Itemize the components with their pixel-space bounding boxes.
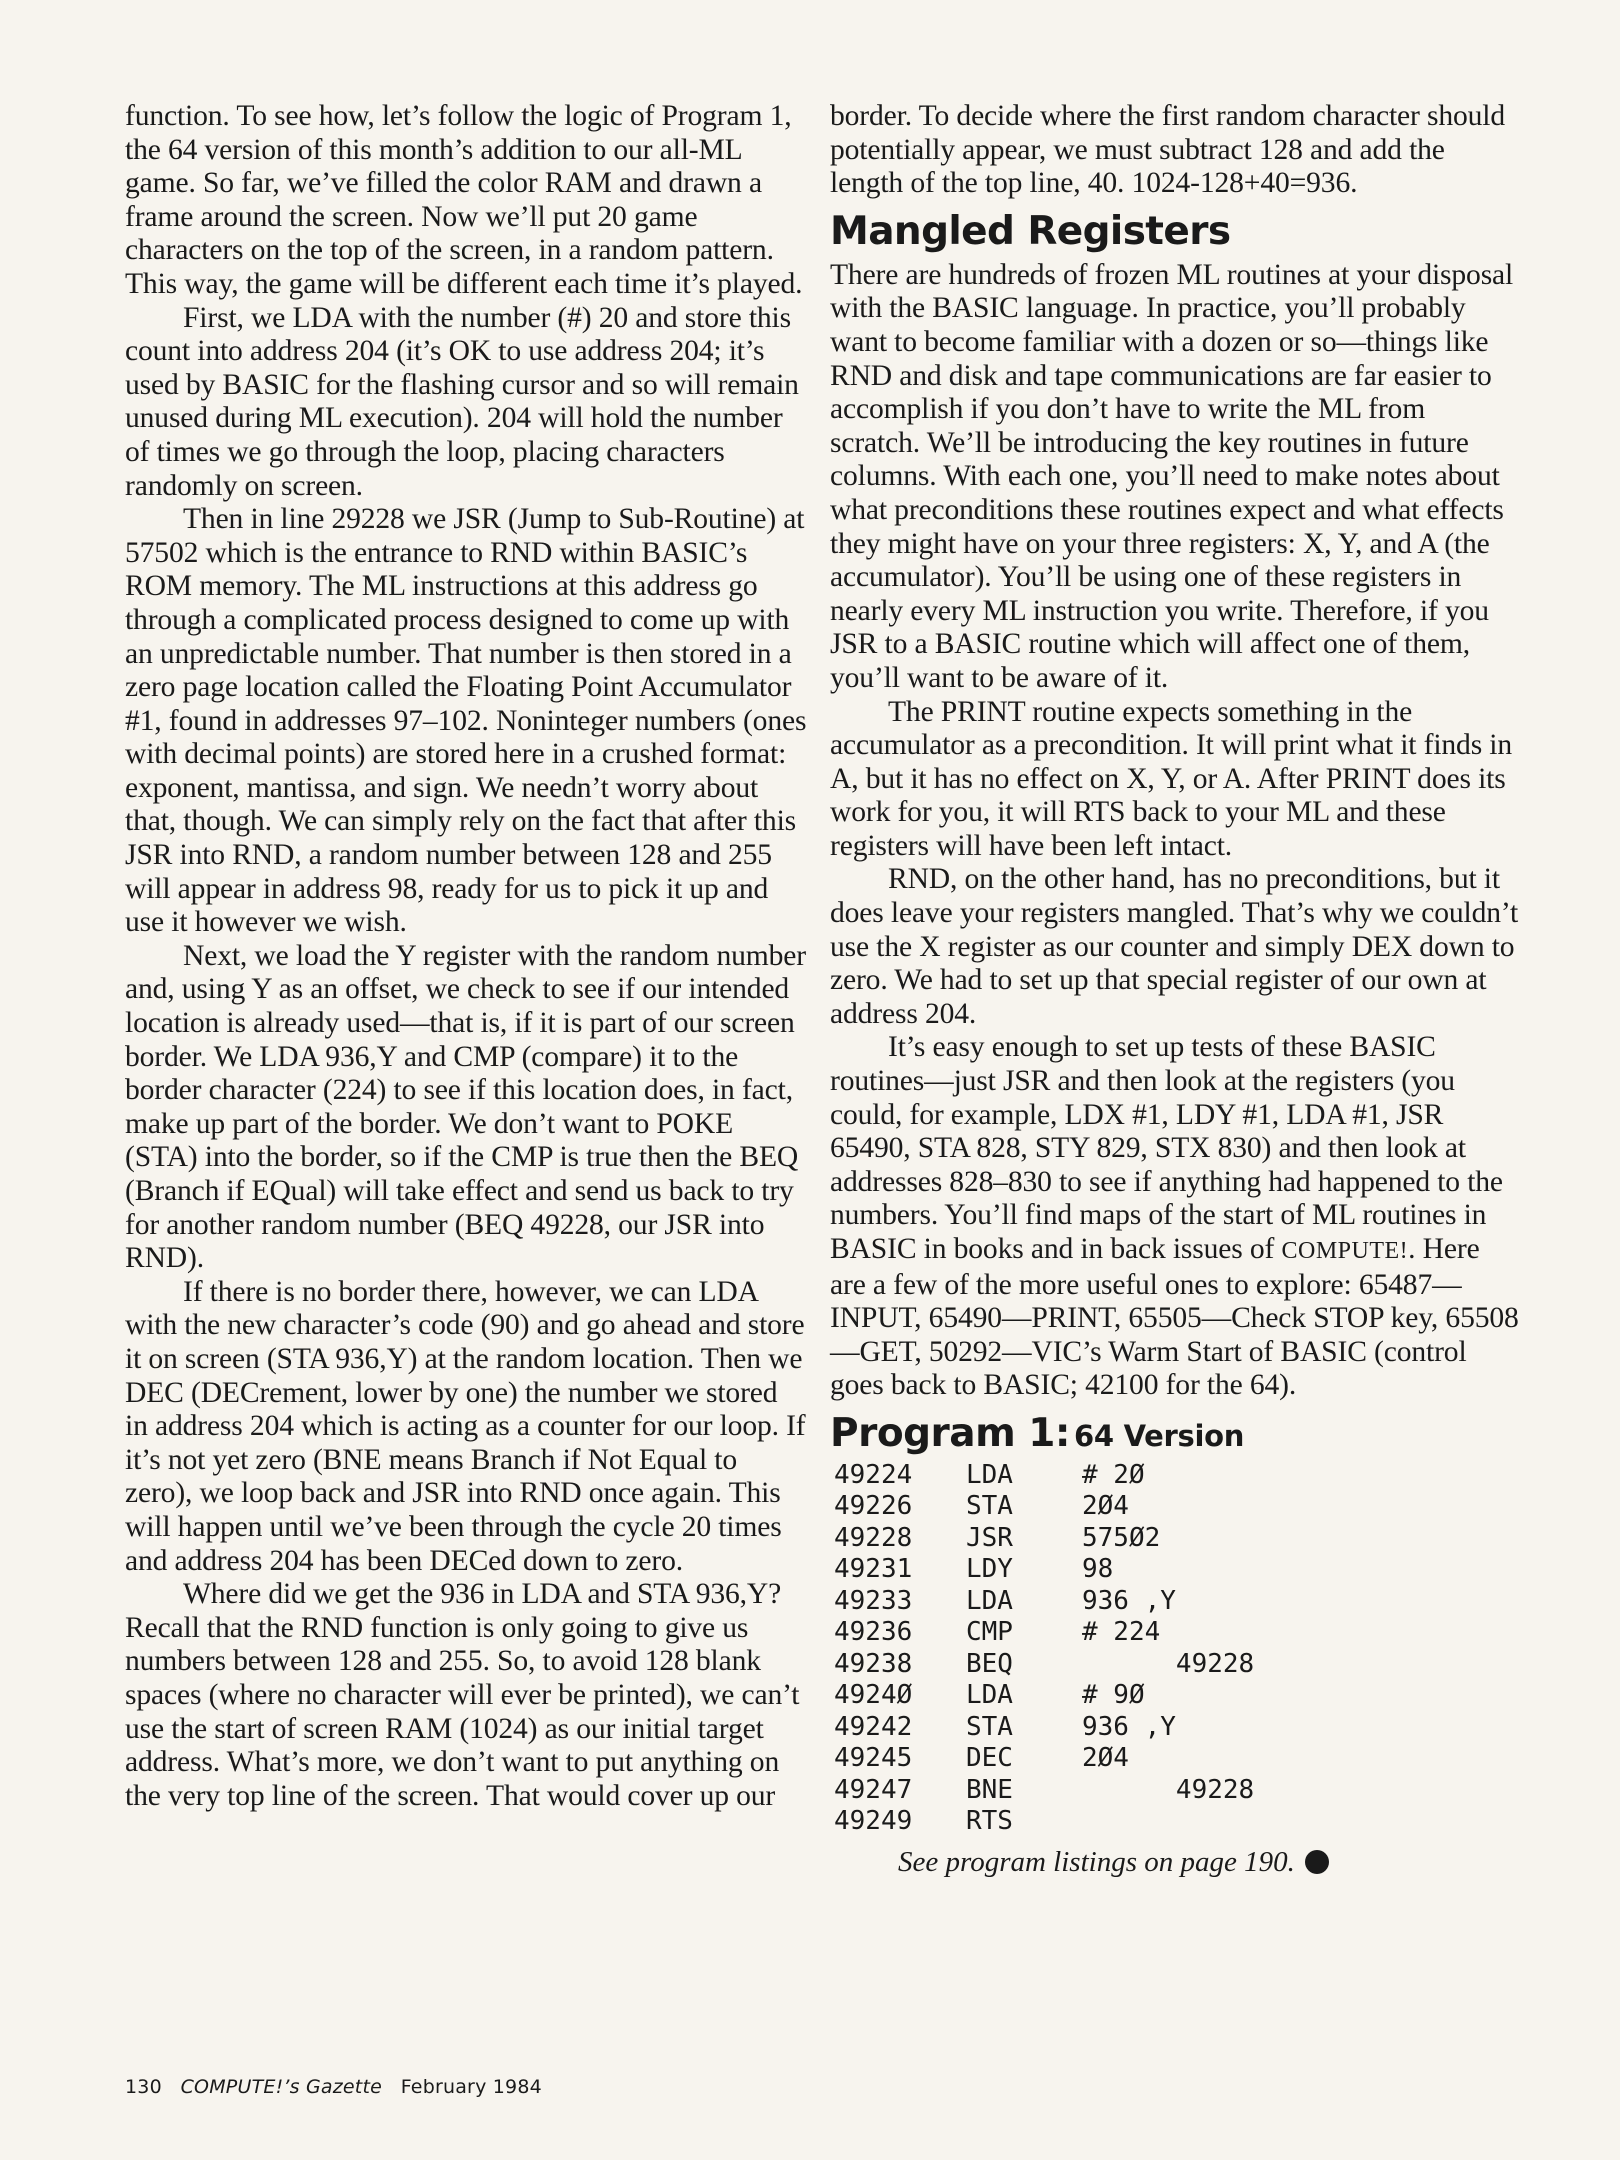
- listing-line: [834, 1806, 1520, 1838]
- paragraph: The PRINT routine expects something in the accumulator as a precondition. It will print what it finds in A, but it has no effect on X, Y, or A. After PRINT does its work for you, it will RTS back to your ML and these registers will have been left intact.: [830, 695, 1513, 862]
- listing-address: 49245: [834, 1743, 913, 1774]
- listing-opcode: BEQ: [966, 1648, 1013, 1679]
- listing-line: [834, 1460, 1520, 1492]
- right-column: [830, 100, 1520, 1879]
- listing-address: 49233: [834, 1585, 913, 1616]
- listing-opcode: LDA: [966, 1585, 1013, 1616]
- page-number: 130: [125, 2076, 162, 2098]
- listing-address: 49231: [834, 1554, 913, 1585]
- listing-address: 4924Ø: [834, 1680, 913, 1711]
- left-column: [125, 100, 807, 1813]
- listing-line: [834, 1554, 1520, 1586]
- listing-line: [834, 1586, 1520, 1618]
- listing-opcode: LDY: [966, 1554, 1013, 1585]
- listing-operand: 2Ø4: [1082, 1491, 1129, 1522]
- listing-operand: # 224: [1082, 1617, 1161, 1648]
- listing-address: 49249: [834, 1806, 913, 1837]
- listing-line: [834, 1712, 1520, 1744]
- listing-opcode: BNE: [966, 1774, 1013, 1805]
- listing-operand: 49228: [1082, 1774, 1255, 1805]
- section-heading: Mangled Registers: [830, 208, 1231, 254]
- listing-address: 49247: [834, 1774, 913, 1805]
- magazine-name: COMPUTE!: [1281, 1238, 1409, 1264]
- listing-address: 49238: [834, 1648, 913, 1679]
- issue-date: February 1984: [400, 2076, 542, 2098]
- listing-operand: 2Ø4: [1082, 1743, 1129, 1774]
- listing-line: [834, 1617, 1520, 1649]
- listing-operand: # 2Ø: [1082, 1459, 1145, 1490]
- page-footer: [125, 2076, 542, 2098]
- program-note: [830, 1846, 1520, 1879]
- paragraph-text: It’s easy enough to set up tests of these BASIC routines—just JSR and then look at the registers (you could, for example, LDX #1, LDY #1, LDA #1, JSR 65490, STA 828, STY 829, STX 830) and then look at addresses 828–830 to see if anything had happened to the numbers. You’ll find maps of the start of ML routines in BASIC in books and in back issues of: [830, 1031, 1503, 1265]
- paragraph-intro: border. To decide where the first random character should potentially appear, we must subtract 128 and add the length of the top line, 40. 1024-128+40=936.: [830, 100, 1505, 200]
- listing-opcode: STA: [966, 1491, 1013, 1522]
- end-of-article-icon: [1305, 1850, 1329, 1874]
- paragraph: Then in line 29228 we JSR (Jump to Sub-Routine) at 57502 which is the entrance to RND within BASIC’s ROM memory. The ML instructions at this address go through a complicated process designed to come up with an unpredictable number. That number is then stored in a zero page location called the Floating Point Accumulator #1, found in addresses 97–102. Noninteger numbers (ones with decimal points) are stored here in a crushed format: exponent, mantissa, and sign. We needn’t worry about that, though. We can simply rely on the fact that after this JSR into RND, a random number between 128 and 255 will appear in address 98, ready for us to pick it up and use it however we wish.: [125, 503, 807, 939]
- listing-operand: 575Ø2: [1082, 1522, 1161, 1553]
- listing-line: [834, 1775, 1520, 1807]
- paragraph: Where did we get the 936 in LDA and STA 936,Y? Recall that the RND function is only going to give us numbers between 128 and 255. So, to avoid 128 blank spaces (where no character will ever be printed), we can’t use the start of screen RAM (1024) as our initial target address. What’s more, we don’t want to put anything on the very top line of the screen. That would cover up our: [125, 1578, 800, 1812]
- listing-opcode: CMP: [966, 1617, 1013, 1648]
- paragraph: RND, on the other hand, has no preconditions, but it does leave your registers mangled. That’s why we couldn’t use the X register as our counter and simply DEX down to zero. We had to set up that special register of our own at address 204.: [830, 863, 1519, 1030]
- paragraph: Next, we load the Y register with the random number and, using Y as an offset, we check to see if our intended location is already used—that is, if it is part of our screen border. We LDA 936,Y and CMP (compare) it to the border character (224) to see if this location does, in fact, make up part of the border. We don’t want to POKE (STA) into the border, so if the CMP is true then the BEQ (Branch if EQual) will take effect and send us back to try for another random number (BEQ 49228, our JSR into RND).: [125, 939, 806, 1275]
- listing-address: 49228: [834, 1522, 913, 1553]
- listing-operand: # 9Ø: [1082, 1680, 1145, 1711]
- listing-operand: 936 ,Y: [1082, 1711, 1176, 1742]
- listing-address: 49224: [834, 1459, 913, 1490]
- program-subtitle: 64 Version: [1074, 1418, 1245, 1453]
- listing-line: [834, 1649, 1520, 1681]
- listing-address: 49226: [834, 1491, 913, 1522]
- listing-opcode: LDA: [966, 1459, 1013, 1490]
- paragraph-routines: [830, 1031, 1520, 1403]
- listing-line: [834, 1743, 1520, 1775]
- listing-address: 49242: [834, 1711, 913, 1742]
- listing-opcode: DEC: [966, 1743, 1013, 1774]
- paragraph: function. To see how, let’s follow the logic of Program 1, the 64 version of this month’s addition to our all-ML game. So far, we’ve filled the color RAM and drawn a frame around the screen. Now we’ll put 20 game characters on the top of the screen, in a random pattern. This way, the game will be different each time it’s played.: [125, 100, 803, 300]
- paragraph: There are hundreds of frozen ML routines at your disposal with the BASIC language. In practice, you’ll probably want to become familiar with a dozen or so—things like RND and disk and tape communications are far easier to accomplish if you don’t have to write the ML from scratch. We’ll be introducing the key routines in future columns. With each one, you’ll need to make notes about what preconditions these routines expect and what effects they might have on your three registers: X, Y, and A (the accumulator). You’ll be using one of these registers in nearly every ML instruction you write. Therefore, if you JSR to a BASIC routine which will affect one of them, you’ll want to be aware of it.: [830, 258, 1514, 694]
- listing-opcode: STA: [966, 1711, 1013, 1742]
- listing-line: [834, 1491, 1520, 1523]
- program-listing: [834, 1460, 1520, 1838]
- listing-line: [834, 1523, 1520, 1555]
- listing-opcode: RTS: [966, 1806, 1013, 1837]
- listing-operand: 49228: [1082, 1648, 1255, 1679]
- listing-line: [834, 1680, 1520, 1712]
- listing-operand: 936 ,Y: [1082, 1585, 1176, 1616]
- program-title: Program 1:: [830, 1410, 1071, 1456]
- listing-opcode: LDA: [966, 1680, 1013, 1711]
- listing-operand: 98: [1082, 1554, 1114, 1585]
- paragraph: If there is no border there, however, we can LDA with the new character’s code (90) and go ahead and store it on screen (STA 936,Y) at the random location. Then we DEC (DECrement, lower by one) the number we stored in address 204 which is acting as a counter for our loop. If it’s not yet zero (BNE means Branch if Not Equal to zero), we loop back and JSR into RND once again. This will happen until we’ve been through the cycle 20 times and address 204 has been DECed down to zero.: [125, 1275, 806, 1577]
- publication-name: COMPUTE!’s Gazette: [180, 2076, 382, 2098]
- program-heading: [830, 1411, 1520, 1456]
- paragraph-text: . Here are a few of the more useful ones to explore: 65487—INPUT, 65490—PRINT, 65505—Check STOP key, 65508—GET, 50292—VIC’s Warm Start of BASIC (control goes back to BASIC; 42100 for the 64).: [830, 1233, 1519, 1402]
- listing-opcode: JSR: [966, 1522, 1013, 1553]
- paragraph: First, we LDA with the number (#) 20 and store this count into address 204 (it’s OK to use address 204; it’s used by BASIC for the flashing cursor and so will remain unused during ML execution). 204 will hold the number of times we go through the loop, placing characters randomly on screen.: [125, 301, 799, 502]
- listing-address: 49236: [834, 1617, 913, 1648]
- program-note-text: See program listings on page 190.: [898, 1845, 1295, 1878]
